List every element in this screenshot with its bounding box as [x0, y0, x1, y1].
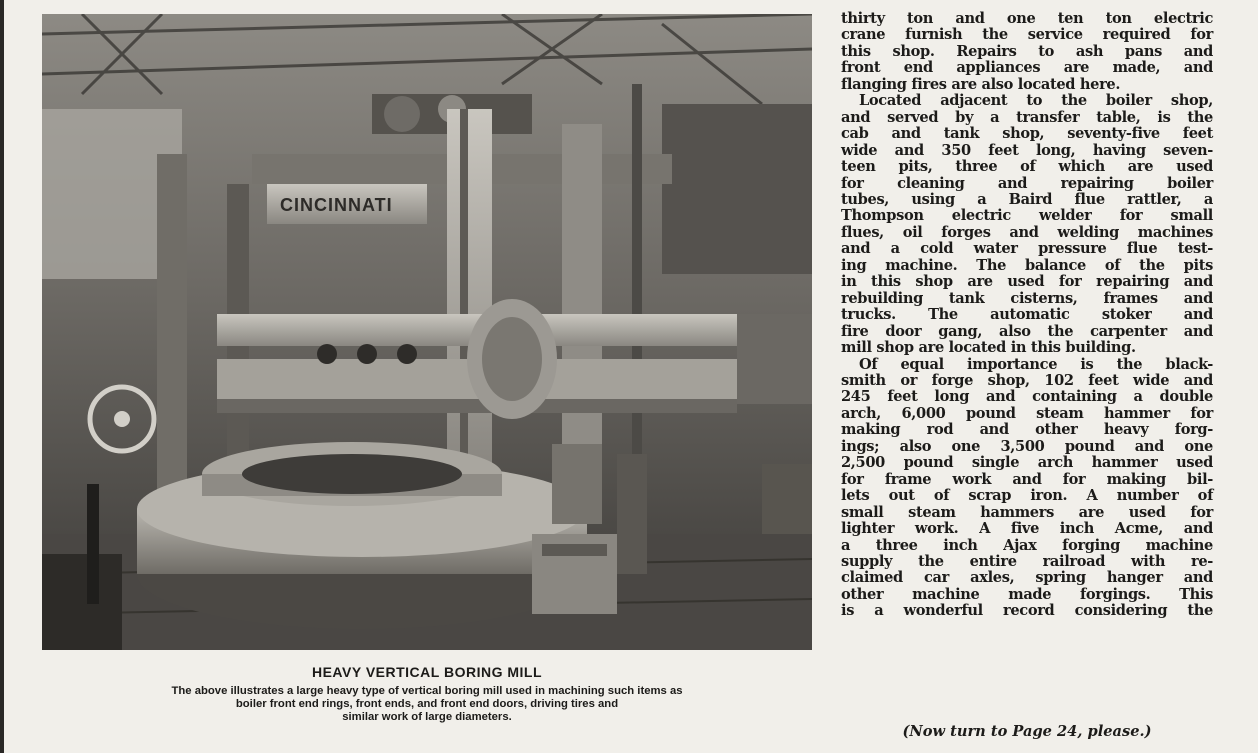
article-line: Of equal importance is the black-	[859, 355, 1213, 373]
article-line: and a cold water pressure flue test-	[841, 240, 1213, 258]
article-line: smith or forge shop, 102 feet wide and	[841, 371, 1213, 389]
caption-line: The above illustrates a large heavy type of vertical boring mill used in machining such items as	[171, 685, 683, 697]
boring-mill-photo	[42, 14, 812, 650]
article-line: rebuilding tank cisterns, frames and	[841, 289, 1213, 307]
article-line: ings; also one 3,500 pound and one	[841, 437, 1213, 455]
continuation-note: (Now turn to Page 24, please.)	[902, 723, 1152, 740]
caption-title: HEAVY VERTICAL BORING MILL	[311, 664, 542, 680]
article-line: for cleaning and repairing boiler	[841, 174, 1213, 192]
article-line: Thompson electric welder for small	[841, 207, 1213, 225]
caption-line: boiler front end rings, front ends, and front end doors, driving tires and	[235, 698, 619, 710]
article-line: small steam hammers are used for	[841, 503, 1213, 521]
article-line: flues, oil forges and welding machines	[841, 223, 1213, 241]
caption-body	[42, 685, 812, 724]
article-line: arch, 6,000 pound steam hammer for	[841, 404, 1213, 422]
article-line: flanging fires are also located here.	[841, 75, 1121, 93]
article-line: 245 feet long and containing a double	[841, 388, 1213, 406]
article-line: in this shop are used for repairing and	[841, 273, 1213, 291]
article-line: wide and 350 feet long, having seven-	[841, 141, 1213, 159]
article-line: trucks. The automatic stoker and	[841, 306, 1213, 324]
article-line: tubes, using a Baird flue rattler, a	[841, 190, 1213, 208]
article-line: is a wonderful record considering the	[841, 602, 1213, 620]
article-line: fire door gang, also the carpenter and	[841, 322, 1213, 340]
article-line: cab and tank shop, seventy-five feet	[841, 125, 1213, 143]
article-line: front end appliances are made, and	[841, 59, 1213, 77]
article-line: claimed car axles, spring hanger and	[841, 569, 1213, 587]
page-edge	[0, 0, 4, 753]
article-line: other machine made forgings. This	[841, 585, 1213, 603]
article-line: ing machine. The balance of the pits	[841, 256, 1213, 274]
article-column	[841, 11, 1213, 620]
article-line: making rod and other heavy forg-	[841, 421, 1213, 439]
article-line: teen pits, three of which are used	[841, 158, 1213, 176]
article-line: a three inch Ajax forging machine	[841, 536, 1213, 554]
article-line: thirty ton and one ten ton electric	[841, 10, 1213, 27]
article-line: mill shop are located in this building.	[841, 339, 1136, 357]
article-line: supply the entire railroad with re-	[841, 552, 1213, 570]
article-line: this shop. Repairs to ash pans and	[841, 42, 1213, 60]
machine-nameplate: CINCINNATI	[280, 195, 393, 215]
article-line: crane furnish the service required for	[841, 26, 1213, 44]
article-line: lighter work. A five inch Acme, and	[841, 520, 1213, 538]
article-line: Located adjacent to the boiler shop,	[859, 92, 1213, 110]
article-line: for frame work and for making bil-	[841, 470, 1213, 488]
article-line: 2,500 pound single arch hammer used	[841, 454, 1213, 472]
article-line: and served by a transfer table, is the	[841, 108, 1213, 126]
caption-line: similar work of large diameters.	[342, 711, 512, 723]
article-line: lets out of scrap iron. A number of	[841, 487, 1213, 505]
